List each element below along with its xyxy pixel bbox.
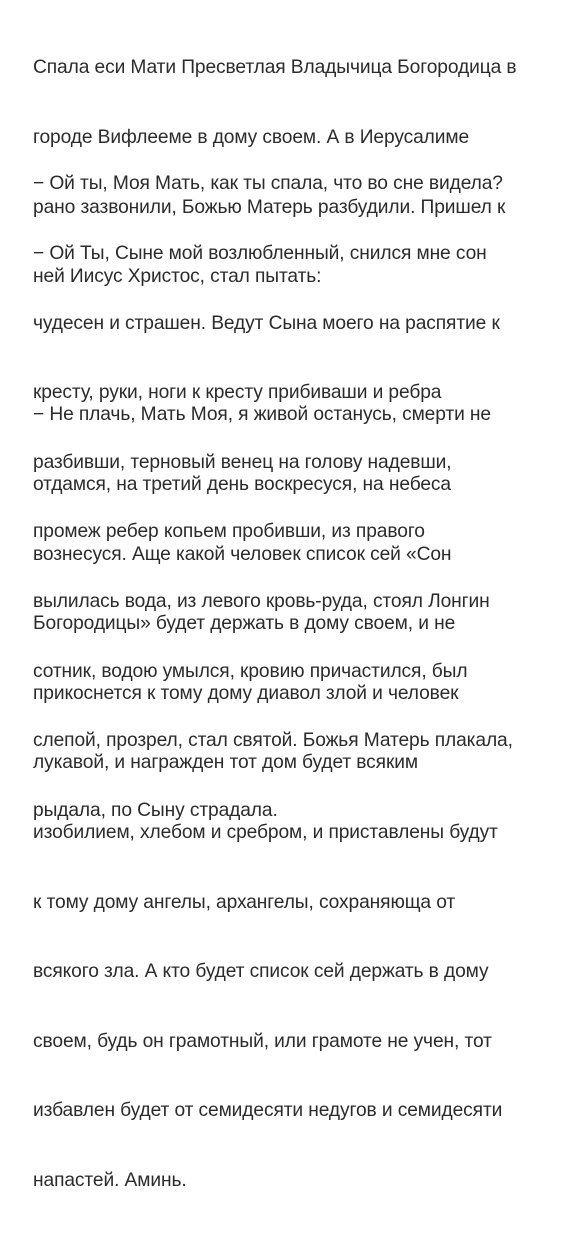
paragraph-closing xyxy=(33,357,579,1239)
text-line: ней Иисус Христос, стал пытать: xyxy=(33,266,322,288)
text-line: своем, будь он грамотный, или грамоте не учен, тот xyxy=(33,1030,492,1052)
text-line: лукавой, и награжден тот дом будет всяким xyxy=(33,752,418,774)
text-line: всякого зла. А кто будет список сей держать в дому xyxy=(33,961,489,983)
text-line: промеж ребер копьем пробивши, из правого xyxy=(33,521,425,543)
text-line: городе Вифлееме в дому своем. А в Иерусалиме xyxy=(33,127,470,148)
text-line: − Не плачь, Мать Моя, я живой останусь, смерти не xyxy=(33,404,491,426)
text-line: прикоснется к тому дому диавол злой и человек xyxy=(33,682,459,704)
text-line: рано зазвонили, Божью Матерь разбудили. Пришел к xyxy=(33,196,506,218)
text-line: Спала еси Мати Пресветлая Владычица Богородица в xyxy=(33,57,517,79)
text-line: избавлен будет от семидесяти недугов и семидесяти xyxy=(33,1100,503,1122)
text-line: Богородицы» будет держать в дому своем, и не xyxy=(33,613,456,635)
text-line: рыдала, по Сыну страдала. xyxy=(33,799,278,821)
text-line: разбивши, терновый венец на голову надевши, xyxy=(33,451,452,473)
text-line: к тому дому ангелы, архангелы, сохраняюща от xyxy=(33,891,456,913)
text-line: − Ой Ты, Сыне мой возлюбленный, снился мне сон xyxy=(33,243,487,264)
text-line: чудесен и страшен. Ведут Сына моего на распятие к xyxy=(33,312,500,334)
text-line: изобилием, хлебом и сребром, и приставлены будут xyxy=(33,821,498,843)
text-line: кресту, руки, ноги к кресту прибиваши и ребра xyxy=(33,382,442,404)
text-line: сотник, водою умылся, кровию причастился, был xyxy=(33,660,468,682)
text-line: слепой, прозрел, стал святой. Божья Матерь плакала, xyxy=(33,730,513,752)
text-line: напастей. Аминь. xyxy=(33,1169,187,1191)
text-line: отдамся, на третий день воскресуся, на небеса xyxy=(33,474,451,495)
text-line: вознесуся. Аще какой человек список сей «Сон xyxy=(33,543,452,565)
text-line: вылилась вода, из левого кровь-руда, стоял Лонгин xyxy=(33,590,490,612)
text-line: − Ой ты, Моя Мать, как ты спала, что во сне видела? xyxy=(33,173,503,195)
